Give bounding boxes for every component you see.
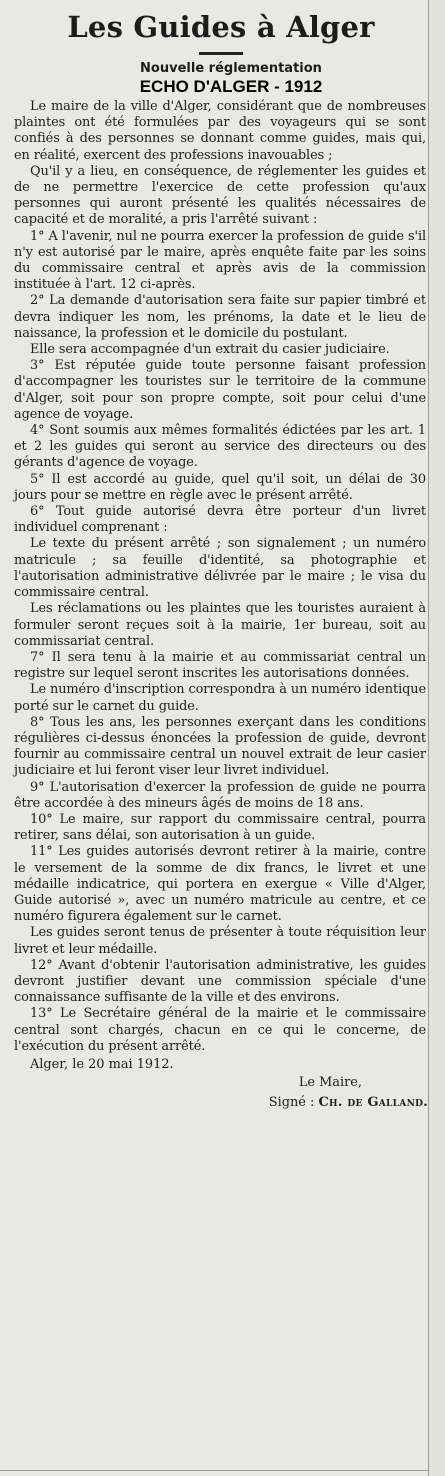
article-paragraph: Qu'il y a lieu, en conséquence, de réglementer les guides et de ne permettre l'exercice de cette profession qu'aux personnes qui auront présenté les qualités nécessaires de capacité et de moralité, a pris l'arrêté suivant : bbox=[14, 163, 426, 228]
article-paragraph: 3° Est réputée guide toute personne faisant profession d'accompagner les touristes sur le territoire de la commune d'Alger, soit pour son propre compte, soit pour celui d'une agence de voyage. bbox=[14, 358, 426, 422]
article-paragraph: Elle sera accompagnée d'un extrait du casier judiciaire. bbox=[30, 342, 390, 358]
article-paragraph: 4° Sont soumis aux mêmes formalités édictées par les art. 1 et 2 les guides qui seront au service des directeurs ou des gérants d'agence de voyage. bbox=[14, 423, 426, 471]
article-paragraph: 9° L'autorisation d'exercer la profession de guide ne pourra être accordée à des mineurs âgés de moins de 18 ans. bbox=[14, 779, 426, 811]
signature-prefix: Signé : bbox=[268, 1095, 315, 1111]
article-title: Les Guides à Alger bbox=[67, 10, 375, 44]
article-paragraph: Les réclamations ou les plaintes que les touristes auraient à formuler seront reçues soit à la mairie, 1er bureau, soit au commissariat central. bbox=[14, 601, 426, 649]
signature-line bbox=[14, 1095, 428, 1111]
article-paragraph: 13° Le Secrétaire général de la mairie et le commissaire central sont chargés, chacun en ce qui le concerne, de l'exécution du présent arrêté. bbox=[14, 1006, 426, 1054]
article-paragraph: Le numéro d'inscription correspondra à un numéro identique porté sur le carnet du guide. bbox=[14, 682, 426, 714]
article-paragraph: 2° La demande d'autorisation sera faite sur papier timbré et devra indiquer les nom, les prénoms, la date et le lieu de naissance, la profession et le domicile du postulant. bbox=[14, 293, 426, 341]
article-paragraph: 6° Tout guide autorisé devra être porteur d'un livret individuel comprenant : bbox=[14, 504, 426, 536]
article-paragraph: 5° Il est accordé au guide, quel qu'il soit, un délai de 30 jours pour se mettre en règle avec le présent arrêté. bbox=[14, 471, 426, 503]
article-paragraph: 8° Tous les ans, les personnes exerçant dans les conditions régulières ci-dessus énoncées la profession de guide, devront fournir au commissaire central un nouvel extrait de leur casier judiciaire et lui feront viser leur livret individuel. bbox=[14, 714, 426, 779]
bottom-divider bbox=[0, 1470, 428, 1471]
title-divider bbox=[199, 52, 243, 55]
dateline: Alger, le 20 mai 1912. bbox=[30, 1056, 174, 1072]
signature-title: Le Maire, bbox=[298, 1075, 362, 1091]
source-caption: ECHO D'ALGER - 1912 bbox=[139, 77, 323, 96]
article-paragraph: 10° Le maire, sur rapport du commissaire central, pourra retirer, sans délai, son autorisation à un guide. bbox=[14, 811, 426, 844]
adjacent-column-edge bbox=[428, 0, 445, 1476]
signature-name: Ch. de Galland. bbox=[318, 1095, 428, 1111]
article-paragraph: 12° Avant d'obtenir l'autorisation administrative, les guides devront justifier devant une commission spéciale d'une connaissance suffisante de la ville et des environs. bbox=[14, 957, 426, 1006]
article-column bbox=[14, 0, 428, 1112]
article-subtitle: Nouvelle réglementation bbox=[140, 61, 322, 76]
article-paragraph: Les guides seront tenus de présenter à toute réquisition leur livret et leur médaille. bbox=[14, 925, 426, 957]
article-paragraph: 1° A l'avenir, nul ne pourra exercer la profession de guide s'il n'y est autorisé par le maire, après enquête faite par les soins du commissaire central et après avis de la commission instituée à l'art. 12 ci-après. bbox=[14, 228, 426, 293]
article-paragraph: Le texte du présent arrêté ; son signalement ; un numéro matricule ; sa feuille d'identité, sa photographie et l'autorisation administrative délivrée par le maire ; le visa du commissaire central. bbox=[14, 536, 426, 601]
article-paragraph: Le maire de la ville d'Alger, considérant que de nombreuses plaintes ont été formulées par des voyageurs qui se sont confiés à des personnes se donnant comme guides, mais qui, en réalité, exercent des professions inavouables ; bbox=[14, 99, 426, 163]
article-paragraph: 11° Les guides autorisés devront retirer à la mairie, contre le versement de la somme de dix francs, le livret et une médaille indicatrice, qui portera en exergue « Ville d'Alger, Guide autorisé », avec un numéro matricule au centre, et ce numéro figurera également sur le carnet. bbox=[14, 844, 426, 925]
article-paragraph: 7° Il sera tenu à la mairie et au commissariat central un registre sur lequel seront inscrites les autorisations données. bbox=[14, 649, 426, 682]
